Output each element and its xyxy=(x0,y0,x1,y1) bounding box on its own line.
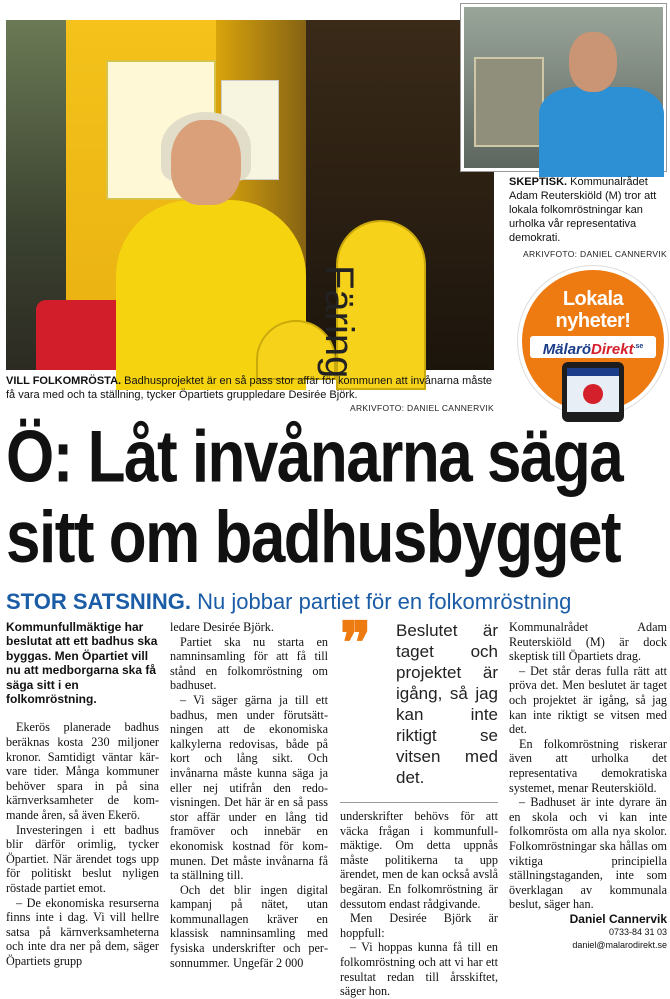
main-caption-label: VILL FOLKOMRÖSTA. xyxy=(6,375,122,387)
paragraph: Kommunalrådet Adam Reuterskiöld (M) är dock skeptisk till Öpartiets drag. xyxy=(509,620,667,664)
malarodirekt-logo xyxy=(530,336,656,358)
paragraph: ledare Desirée Björk. xyxy=(170,620,274,634)
inset-photo-credit: ARKIVFOTO: DANIEL CANNERVIK xyxy=(523,249,667,259)
byline-email[interactable]: daniel@malarodirekt.se xyxy=(572,940,667,951)
logo-suffix: .se xyxy=(633,343,644,350)
main-photo-credit: ARKIVFOTO: DANIEL CANNERVIK xyxy=(350,403,494,413)
article-lead: Kommunfullmäktige har beslutat att ett badhus ska byggas. Men Öpartiet vill nu att medborgarna ska få säga sitt i en folkomröstning. xyxy=(6,620,158,707)
paragraph: Men Desirée Björk är hoppfull: xyxy=(340,911,498,940)
article-headline: Ö: Låt invånarna säga sitt om badhusbygget xyxy=(6,416,623,579)
paragraph: Partiet ska nu starta en namninsamling för att få till stånd en folkomröstning om badhuset. xyxy=(170,634,328,693)
paragraph: – Det står deras fulla rätt att pröva det. Men beslutet är taget och projektet är igång, så jag kan inte riktigt se vitsen med det. xyxy=(509,663,667,737)
paragraph: En folkomröstning riskerar även att urholka det representativa demokratiska systemet, menar Reuterskiöld. xyxy=(509,736,667,795)
phone-icon xyxy=(562,362,624,422)
inset-photo-frame xyxy=(474,57,544,147)
phone-screen xyxy=(567,368,619,412)
photo-surfboard-text: Färing xyxy=(317,265,361,379)
logo-part-2: Direkt xyxy=(591,341,634,358)
inset-photo-shirt xyxy=(539,87,664,177)
main-photo-caption xyxy=(6,374,494,402)
inset-photo xyxy=(461,4,666,171)
photo-person-face xyxy=(171,120,241,205)
phone-screen-bar xyxy=(567,368,619,376)
inset-photo-face xyxy=(569,32,617,92)
byline-phone: 0733-84 31 03 xyxy=(608,927,667,938)
pull-quote-text: Beslutet är taget och projektet är igång, så jag kan inte riktigt se vitsen med det. xyxy=(396,621,498,787)
phone-screen-dot xyxy=(583,384,603,404)
quote-icon: ❞ xyxy=(340,609,372,677)
article-column-2 xyxy=(170,620,328,970)
article-column-4 xyxy=(509,620,667,952)
article-column-3 xyxy=(340,609,498,999)
main-photo xyxy=(6,20,494,379)
paragraph: – Vi säger gärna ja till ett badhus, men under förutsättningen att de ekonomiska kalkylerna redovisas, både på kort och lång sikt. Och invånarna måste kunna säga ja eller nej utifrån den redovisningen. Det här är en så pass stor affär under en lång tid framöver och innebär en ekonomisk kostnad för kommunen. Det måste invånarna få ta ställning till. xyxy=(170,692,328,883)
inset-photo-caption xyxy=(509,175,667,245)
kicker-label: STOR SATSNING. xyxy=(6,589,191,614)
paragraph: Och det blir ingen digital kampanj på nätet, utan kommunallagen kräver en klassisk namninsamling med fysiska underskrifter och personnummer. Ungefär 2 000 xyxy=(170,882,328,970)
paragraph: – Vi hoppas kunna få till en folkomröstning och att vi har ett resultat redan till årsskiftet, säger hon. xyxy=(340,940,498,999)
promo-line-1: Lokala xyxy=(562,288,624,310)
kicker-text: Nu jobbar partiet för en folkomröstning xyxy=(197,589,572,614)
article-column-1 xyxy=(6,620,159,969)
main-caption-text: Badhusprojektet är en så pass stor affär för kommunen att invånarna måste få vara med och ta ställning, tycker Öpartiets gruppledare Desirée Björk. xyxy=(6,375,493,401)
paragraph: Investeringen i ett badhus blir därför orimlig, tycker Öpartiet. När ärendet togs upp för politiskt beslut nyligen röstade partiet emot. xyxy=(6,822,159,895)
article-kicker xyxy=(6,589,666,615)
paragraph: – De ekonomiska resurserna finns inte i dag. Vi vill hellre satsa på kärnverksamheterna och inte dra ner på dem, säger Öpartiets grupp xyxy=(6,895,159,968)
paragraph: Ekerös planerade badhus beräknas kosta 230 miljoner kronor. Samtidigt väntar kärvare tider. Många kommuner behöver spara in på sina kärnverksamheter de kommande åren, så även Ekerö. xyxy=(6,720,159,822)
byline: Daniel Cannervik xyxy=(569,911,667,926)
inset-caption-text: Kommunalrådet Adam Reuterskiöld (M) tror att lokala folkomröstningar kan urholka vår representativa demokrati. xyxy=(509,176,657,244)
promo-line-2: nyheter! xyxy=(555,310,631,332)
paragraph: underskrifter behövs för att väcka frågan i kommunfullmäktige. Om detta uppnås måste politikerna ta upp ärendet, men de kan också avslå begäran. En folkomröstning är dessutom endast rådgivande. xyxy=(340,809,498,911)
inset-caption-label: SKEPTISK. xyxy=(509,176,568,188)
paragraph: – Badhuset är inte dyrare än en skola och vi kan inte folkomrösta om alla nya skolor. Folkomröstningar ska hållas om viktiga principiella ställningstaganden, inte som överklagan av kommunala beslut, säger han. xyxy=(509,795,667,912)
pull-quote xyxy=(340,609,498,788)
promo-badge[interactable] xyxy=(518,266,668,416)
quote-divider xyxy=(340,802,498,803)
logo-part-1: Mälarö xyxy=(542,341,592,358)
